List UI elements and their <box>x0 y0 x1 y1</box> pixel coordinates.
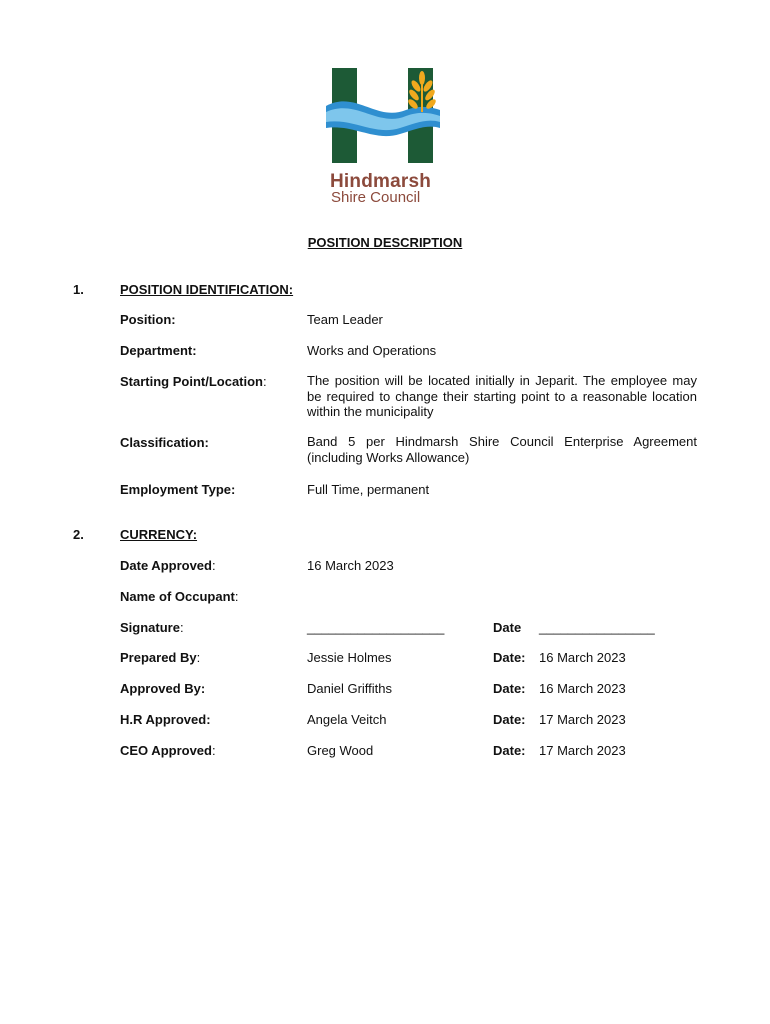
department-label: Department: <box>120 343 197 358</box>
location-label: Starting Point/Location: <box>120 374 267 389</box>
section-1-number: 1. <box>73 282 84 297</box>
approved-by-date-label: Date: <box>493 681 526 696</box>
prepared-by-date-label: Date: <box>493 650 526 665</box>
hr-approved-name: Angela Veitch <box>307 712 387 727</box>
ceo-approved-name: Greg Wood <box>307 743 374 758</box>
employment-type-label: Employment Type: <box>120 482 236 497</box>
signature-line: ___________________ <box>307 620 445 635</box>
prepared-by-date: 16 March 2023 <box>539 650 626 665</box>
ceo-approved-label: CEO Approved: <box>120 743 216 758</box>
document-title: POSITION DESCRIPTION <box>307 235 463 250</box>
location-value: The position will be located initially in Jeparit. The employee may be required to change their starting point to a reasonable location within the municipality <box>307 373 697 419</box>
hr-approved-label: H.R Approved: <box>120 712 211 727</box>
classification-value: Band 5 per Hindmarsh Shire Council Enterprise Agreement (including Works Allowance) <box>307 434 697 465</box>
classification-label: Classification: <box>120 435 209 450</box>
logo-name: Hindmarsh <box>330 171 432 192</box>
signature-date-line: ________________ <box>539 620 655 635</box>
section-2-number: 2. <box>73 527 84 542</box>
logo-emblem-icon <box>326 64 444 174</box>
approved-by-name: Daniel Griffiths <box>307 681 393 696</box>
logo-subtitle: Shire Council <box>331 189 421 206</box>
date-approved-label: Date Approved: <box>120 558 216 573</box>
ceo-approved-date: 17 March 2023 <box>539 743 626 758</box>
hr-approved-date-label: Date: <box>493 712 526 727</box>
signature-label: Signature: <box>120 620 184 635</box>
position-value: Team Leader <box>307 312 383 327</box>
date-approved-value: 16 March 2023 <box>307 558 394 573</box>
approved-by-label: Approved By: <box>120 681 206 696</box>
approved-by-date: 16 March 2023 <box>539 681 626 696</box>
prepared-by-name: Jessie Holmes <box>307 650 392 665</box>
hr-approved-date: 17 March 2023 <box>539 712 626 727</box>
ceo-approved-date-label: Date: <box>493 743 526 758</box>
signature-date-label: Date <box>493 620 522 635</box>
section-1-heading: POSITION IDENTIFICATION: <box>120 282 294 297</box>
section-2-heading: CURRENCY: <box>120 527 198 542</box>
employment-type-value: Full Time, permanent <box>307 482 430 497</box>
occupant-label: Name of Occupant: <box>120 589 239 604</box>
department-value: Works and Operations <box>307 343 437 358</box>
position-label: Position: <box>120 312 176 327</box>
prepared-by-label: Prepared By: <box>120 650 201 665</box>
